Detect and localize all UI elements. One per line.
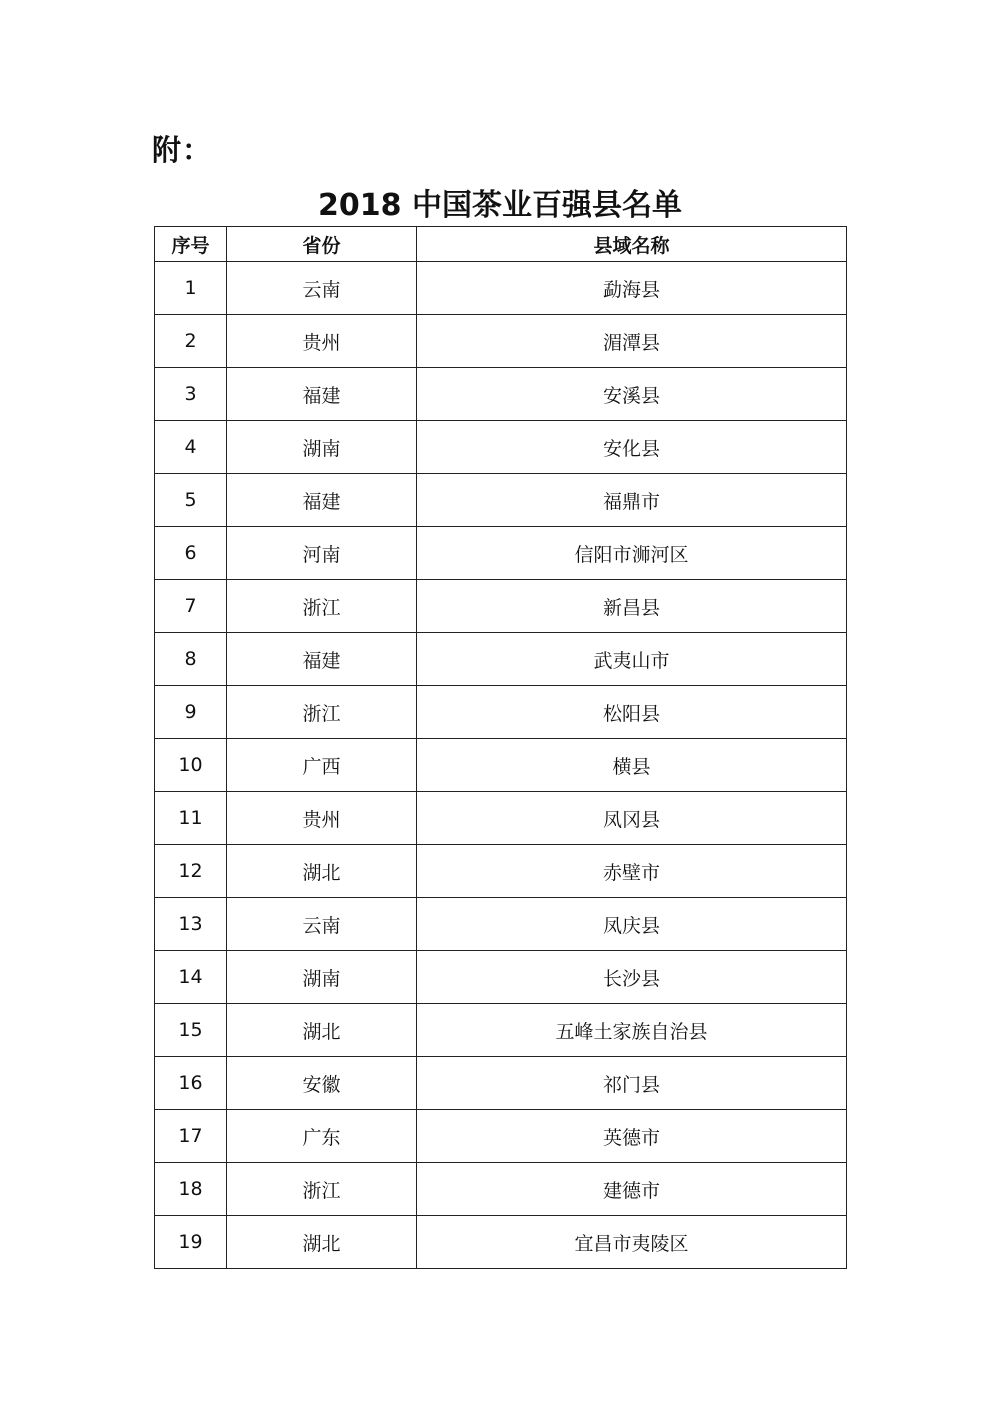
table-row xyxy=(155,527,847,580)
table-row xyxy=(155,1057,847,1110)
cell-county: 湄潭县 xyxy=(417,315,847,368)
table-row xyxy=(155,315,847,368)
cell-province: 湖北 xyxy=(227,1004,417,1057)
column-header-index: 序号 xyxy=(155,227,227,262)
cell-county: 赤壁市 xyxy=(417,845,847,898)
table-row xyxy=(155,951,847,1004)
cell-index: 4 xyxy=(155,421,227,474)
cell-index: 10 xyxy=(155,739,227,792)
cell-index: 13 xyxy=(155,898,227,951)
document-title: 2018 中国茶业百强县名单 xyxy=(318,188,682,223)
cell-province: 福建 xyxy=(227,474,417,527)
cell-index: 18 xyxy=(155,1163,227,1216)
table-row xyxy=(155,898,847,951)
cell-county: 长沙县 xyxy=(417,951,847,1004)
cell-county: 宜昌市夷陵区 xyxy=(417,1216,847,1269)
table-row xyxy=(155,474,847,527)
table-row xyxy=(155,421,847,474)
table-row xyxy=(155,1004,847,1057)
cell-index: 1 xyxy=(155,262,227,315)
cell-province: 贵州 xyxy=(227,315,417,368)
cell-province: 福建 xyxy=(227,368,417,421)
table-header-row xyxy=(155,227,847,262)
cell-county: 建德市 xyxy=(417,1163,847,1216)
table-row xyxy=(155,368,847,421)
cell-province: 湖北 xyxy=(227,1216,417,1269)
cell-province: 福建 xyxy=(227,633,417,686)
cell-index: 15 xyxy=(155,1004,227,1057)
cell-index: 5 xyxy=(155,474,227,527)
cell-province: 湖南 xyxy=(227,421,417,474)
cell-province: 安徽 xyxy=(227,1057,417,1110)
cell-county: 松阳县 xyxy=(417,686,847,739)
cell-province: 浙江 xyxy=(227,580,417,633)
cell-index: 9 xyxy=(155,686,227,739)
table-row xyxy=(155,1110,847,1163)
cell-index: 2 xyxy=(155,315,227,368)
cell-province: 湖南 xyxy=(227,951,417,1004)
county-table xyxy=(154,226,847,1269)
table-row xyxy=(155,739,847,792)
cell-index: 6 xyxy=(155,527,227,580)
cell-province: 云南 xyxy=(227,262,417,315)
table-row xyxy=(155,633,847,686)
cell-province: 云南 xyxy=(227,898,417,951)
cell-province: 贵州 xyxy=(227,792,417,845)
cell-province: 河南 xyxy=(227,527,417,580)
cell-county: 武夷山市 xyxy=(417,633,847,686)
appendix-label: 附： xyxy=(152,133,213,167)
cell-county: 横县 xyxy=(417,739,847,792)
cell-index: 17 xyxy=(155,1110,227,1163)
cell-index: 11 xyxy=(155,792,227,845)
cell-county: 勐海县 xyxy=(417,262,847,315)
cell-index: 14 xyxy=(155,951,227,1004)
table-row xyxy=(155,1216,847,1269)
column-header-province: 省份 xyxy=(227,227,417,262)
cell-province: 浙江 xyxy=(227,686,417,739)
cell-index: 7 xyxy=(155,580,227,633)
cell-county: 福鼎市 xyxy=(417,474,847,527)
cell-county: 安化县 xyxy=(417,421,847,474)
table-row xyxy=(155,1163,847,1216)
cell-county: 五峰土家族自治县 xyxy=(417,1004,847,1057)
cell-province: 广东 xyxy=(227,1110,417,1163)
table-row xyxy=(155,262,847,315)
cell-index: 19 xyxy=(155,1216,227,1269)
cell-county: 英德市 xyxy=(417,1110,847,1163)
column-header-county: 县域名称 xyxy=(417,227,847,262)
cell-province: 湖北 xyxy=(227,845,417,898)
cell-index: 8 xyxy=(155,633,227,686)
cell-index: 3 xyxy=(155,368,227,421)
cell-county: 祁门县 xyxy=(417,1057,847,1110)
cell-province: 浙江 xyxy=(227,1163,417,1216)
cell-county: 凤冈县 xyxy=(417,792,847,845)
table-row xyxy=(155,792,847,845)
cell-county: 新昌县 xyxy=(417,580,847,633)
table-row xyxy=(155,686,847,739)
cell-county: 凤庆县 xyxy=(417,898,847,951)
cell-county: 安溪县 xyxy=(417,368,847,421)
table-body xyxy=(155,262,847,1269)
cell-index: 12 xyxy=(155,845,227,898)
table-row xyxy=(155,845,847,898)
cell-province: 广西 xyxy=(227,739,417,792)
table-header xyxy=(155,227,847,262)
table-row xyxy=(155,580,847,633)
cell-index: 16 xyxy=(155,1057,227,1110)
cell-county: 信阳市浉河区 xyxy=(417,527,847,580)
